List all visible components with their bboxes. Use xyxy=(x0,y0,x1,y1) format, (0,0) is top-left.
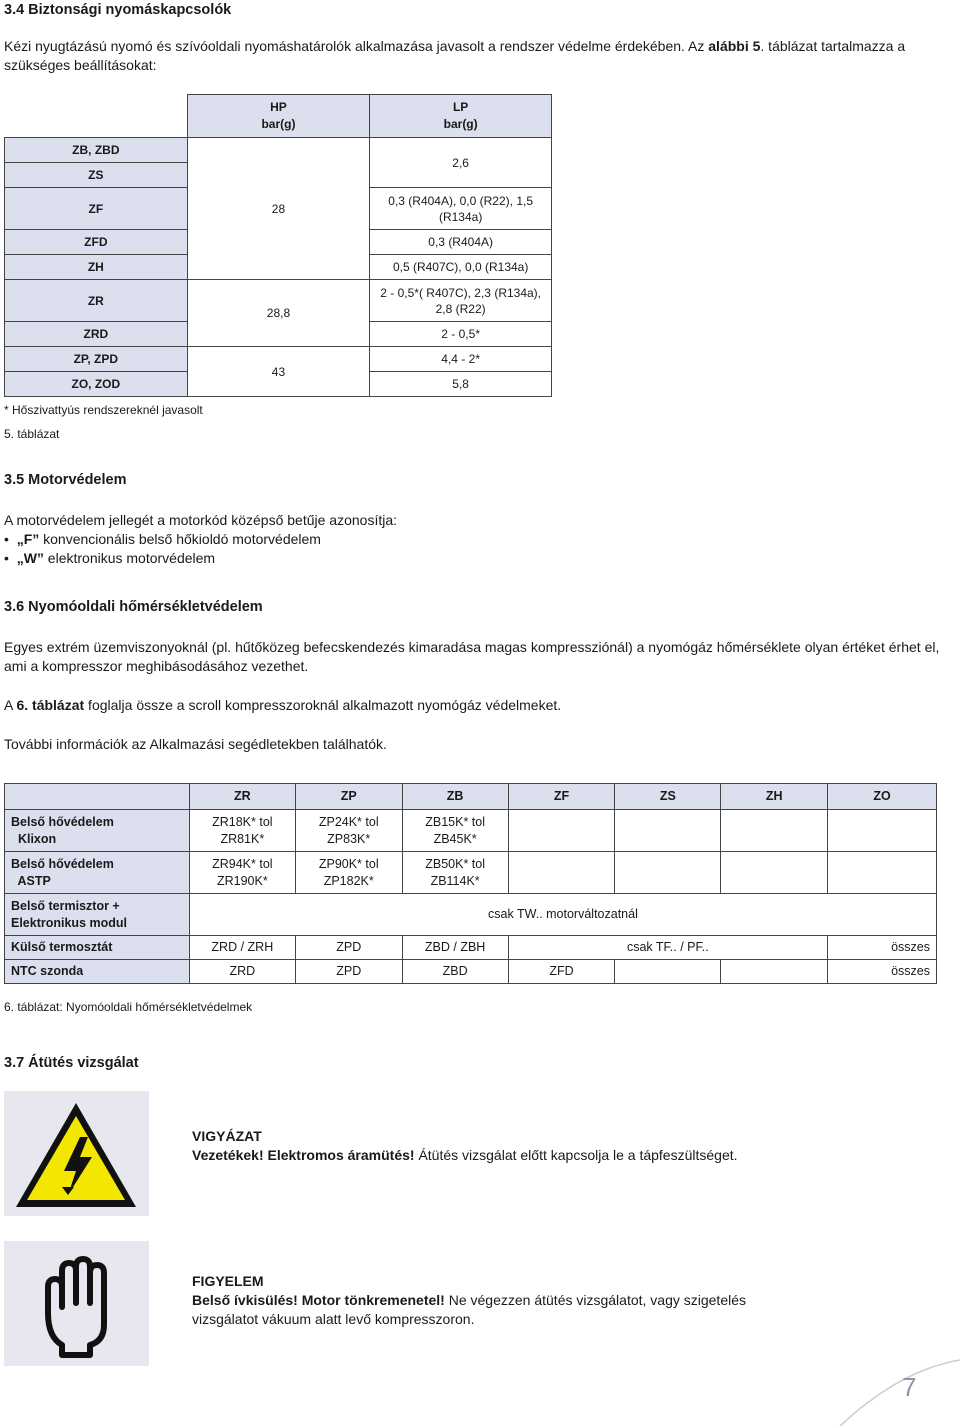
table-cell: csak TF.. / PF.. xyxy=(508,936,828,960)
lp-value: 0,3 (R404A) xyxy=(370,230,552,255)
table-cell xyxy=(615,852,721,894)
table-cell: összes xyxy=(828,960,937,984)
table5-footnote: * Hőszivattyús rendszereknél javasolt xyxy=(4,403,203,417)
warning-title: VIGYÁZAT xyxy=(192,1128,262,1144)
warning-bold: Vezetékek! Elektromos áramütés! xyxy=(192,1147,415,1163)
table-cell xyxy=(508,810,615,852)
hp-value: 43 xyxy=(187,347,370,397)
table5-caption: 5. táblázat xyxy=(4,427,60,441)
caution-detail: Ne végezzen átütés vizsgálatot, vagy szigetelés vizsgálatot vákuum alatt levő kompresszoron. xyxy=(192,1292,747,1327)
page-corner-decoration xyxy=(820,1340,960,1426)
column-header: ZR xyxy=(189,784,295,810)
lp-value: 2 - 0,5*( R407C), 2,3 (R134a), 2,8 (R22) xyxy=(370,280,552,322)
empty-corner xyxy=(5,784,190,810)
table-cell: ZR94K* tol ZR190K* xyxy=(189,852,295,894)
hp-value: 28 xyxy=(187,138,370,280)
motor-protection-text: A motorvédelem jellegét a motorkód középső betűje azonosítja: xyxy=(4,512,398,528)
column-header: ZF xyxy=(508,784,615,810)
model-cell: ZR xyxy=(5,280,188,322)
model-cell: ZP, ZPD xyxy=(5,347,188,372)
table-cell: ZBD xyxy=(402,960,508,984)
intro-bold: alábbi 5 xyxy=(708,38,761,54)
lp-header: LP bar(g) xyxy=(370,95,552,138)
glove-hand-icon xyxy=(4,1241,149,1366)
section-heading-3-5: 3.5 Motorvédelem xyxy=(4,472,127,488)
hp-value: 28,8 xyxy=(187,280,370,347)
lp-value: 0,3 (R404A), 0,0 (R22), 1,5 (R134a) xyxy=(370,188,552,230)
empty-corner xyxy=(5,95,188,138)
table6-caption: 6. táblázat: Nyomóoldali hőmérsékletvédelmek xyxy=(4,1000,253,1014)
table-cell xyxy=(828,810,937,852)
caution-title: FIGYELEM xyxy=(192,1273,264,1289)
model-cell: ZF xyxy=(5,188,188,230)
model-cell: ZS xyxy=(5,163,188,188)
row-header: Belső termisztor + Elektronikus modul xyxy=(5,894,190,936)
lp-value: 0,5 (R407C), 0,0 (R134a) xyxy=(370,255,552,280)
p2-bold: 6. táblázat xyxy=(16,697,85,713)
table-cell xyxy=(721,810,828,852)
section-heading-3-4: 3.4 Biztonsági nyomáskapcsolók xyxy=(4,2,232,18)
table-cell: ZP90K* tol ZP182K* xyxy=(295,852,402,894)
model-cell: ZRD xyxy=(5,322,188,347)
caution-bold: Belső ívkisülés! Motor tönkremenetel! xyxy=(192,1292,445,1308)
high-voltage-icon xyxy=(4,1091,149,1216)
lp-value: 2 - 0,5* xyxy=(370,322,552,347)
row-header: Külső termosztát xyxy=(5,936,190,960)
table-cell xyxy=(721,960,828,984)
discharge-protection-table xyxy=(4,783,937,984)
row-header: Belső hővédelem Klixon xyxy=(5,810,190,852)
model-cell: ZO, ZOD xyxy=(5,372,188,397)
column-header: ZS xyxy=(615,784,721,810)
lp-value: 4,4 - 2* xyxy=(370,347,552,372)
table-cell: ZB50K* tol ZB114K* xyxy=(402,852,508,894)
model-cell: ZFD xyxy=(5,230,188,255)
lp-value: 2,6 xyxy=(370,138,552,188)
intro-text-2: . táblázat tartalmazza a szükséges beállításokat: xyxy=(4,38,906,73)
table-cell: összes xyxy=(828,936,937,960)
table-cell: ZFD xyxy=(508,960,615,984)
warning-block xyxy=(192,1127,738,1165)
paragraph-1: Egyes extrém üzemviszonyoknál (pl. hűtőközeg befecskendezés kimaradása magas kompressziónál) a nyomógáz hőmérséklete olyan értéket érhet el, ami a kompresszor meghibásodásához vezethet. xyxy=(4,639,940,674)
paragraph-3: További információk az Alkalmazási segédletekben találhatók. xyxy=(4,736,387,752)
table-cell: ZRD / ZRH xyxy=(189,936,295,960)
section-heading-3-7: 3.7 Átütés vizsgálat xyxy=(4,1055,139,1071)
bullet-text: konvencionális belső hőkioldó motorvédelem xyxy=(39,531,321,547)
table-cell: ZPD xyxy=(295,960,402,984)
bullet-text: elektronikus motorvédelem xyxy=(43,550,216,566)
lp-value: 5,8 xyxy=(370,372,552,397)
hp-header: HP bar(g) xyxy=(187,95,370,138)
column-header: ZB xyxy=(402,784,508,810)
bullet-list xyxy=(4,530,321,568)
table-cell: ZP24K* tol ZP83K* xyxy=(295,810,402,852)
row-header: NTC szonda xyxy=(5,960,190,984)
intro-paragraph xyxy=(4,37,949,75)
table-cell xyxy=(508,852,615,894)
list-item: • „F” konvencionális belső hőkioldó motorvédelem xyxy=(4,531,321,547)
table-cell xyxy=(615,810,721,852)
table-cell xyxy=(828,852,937,894)
table-cell: ZRD xyxy=(189,960,295,984)
merged-cell: csak TW.. motorváltozatnál xyxy=(189,894,936,936)
bullet-bold: „W” xyxy=(16,550,44,566)
page-number: 7 xyxy=(902,1372,917,1402)
list-item: • „W” elektronikus motorvédelem xyxy=(4,550,216,566)
table-cell xyxy=(721,852,828,894)
table-cell: ZB15K* tol ZB45K* xyxy=(402,810,508,852)
model-cell: ZH xyxy=(5,255,188,280)
caution-block xyxy=(192,1272,812,1329)
section-heading-3-6: 3.6 Nyomóoldali hőmérsékletvédelem xyxy=(4,599,263,615)
column-header: ZP xyxy=(295,784,402,810)
warning-detail: Átütés vizsgálat előtt kapcsolja le a tápfeszültséget. xyxy=(414,1147,738,1163)
column-header: ZH xyxy=(721,784,828,810)
p2-text-b: foglalja össze a scroll kompresszoroknál alkalmazott nyomógáz védelmeket. xyxy=(84,697,562,713)
model-cell: ZB, ZBD xyxy=(5,138,188,163)
column-header: ZO xyxy=(828,784,937,810)
intro-text-1: Kézi nyugtázású nyomó és szívóoldali nyomáshatárolók alkalmazása javasolt a rendszer védelme érdekében. Az xyxy=(4,38,709,54)
caution-text xyxy=(192,1291,812,1329)
p2-text-a: A xyxy=(4,697,17,713)
table-cell xyxy=(615,960,721,984)
pressure-switch-table xyxy=(4,94,552,397)
table-cell: ZBD / ZBH xyxy=(402,936,508,960)
paragraph-2 xyxy=(4,696,561,715)
table-cell: ZR18K* tol ZR81K* xyxy=(189,810,295,852)
row-header: Belső hővédelem ASTP xyxy=(5,852,190,894)
table-cell: ZPD xyxy=(295,936,402,960)
bullet-bold: „F” xyxy=(16,531,40,547)
warning-text xyxy=(192,1146,738,1165)
